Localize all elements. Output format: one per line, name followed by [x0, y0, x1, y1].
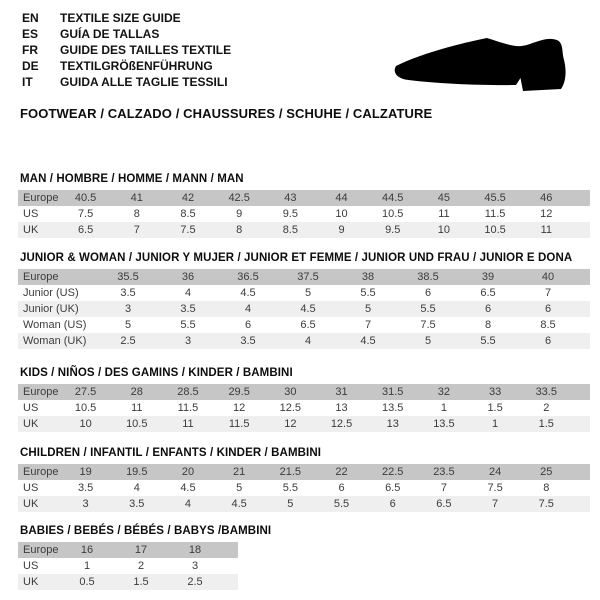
size-cell: 24: [488, 466, 502, 478]
size-cell: 40.5: [74, 192, 97, 204]
size-cell: 11.5: [177, 402, 199, 414]
language-label: GUIDE DES TAILLES TEXTILE: [60, 43, 232, 57]
size-cell: 13.5: [433, 418, 455, 430]
size-cell: 9: [338, 224, 345, 236]
size-cell: 6: [544, 303, 552, 315]
size-cell: 11: [438, 208, 450, 220]
size-cell: 5: [304, 287, 312, 299]
table-title: CHILDREN / INFANTIL / ENFANTS / KINDER / BAMBINI: [20, 447, 322, 459]
row-label: US: [23, 208, 39, 220]
language-code: FR: [22, 43, 38, 57]
size-cell: 12.5: [330, 418, 353, 430]
size-cell: 5.5: [480, 335, 496, 347]
size-cell: 7: [492, 498, 499, 510]
size-cell: 42: [181, 192, 195, 204]
size-cell: 39: [481, 271, 495, 283]
size-table: [18, 542, 238, 590]
size-table: [18, 464, 590, 512]
size-cell: 6: [484, 303, 492, 315]
size-table-section: [18, 446, 590, 512]
row-label: Junior (US): [23, 287, 79, 299]
size-cell: 0.5: [79, 576, 95, 588]
size-cell: 29.5: [228, 386, 250, 398]
table-header-row: [18, 464, 590, 480]
size-cell: 38: [361, 271, 375, 283]
size-cell: 10.5: [74, 402, 97, 414]
table-row: [18, 222, 590, 238]
table-row: [18, 301, 590, 317]
size-cell: 2: [137, 560, 145, 572]
size-cell: 37.5: [297, 271, 319, 283]
size-cell: 7.5: [77, 208, 94, 220]
table-header-row: [18, 542, 238, 558]
size-cell: 10: [437, 224, 451, 236]
table-row: [18, 574, 238, 590]
table-header-row: [18, 384, 590, 400]
size-cell: 45: [437, 192, 451, 204]
row-label: Europe: [23, 386, 59, 398]
size-cell: 3: [124, 303, 132, 315]
size-cell: 31.5: [382, 386, 404, 398]
size-cell: 3.5: [129, 498, 145, 510]
size-cell: 3: [191, 560, 199, 572]
size-cell: 7.5: [180, 224, 196, 236]
size-cell: 5: [424, 335, 432, 347]
language-row: [22, 74, 231, 90]
size-cell: 30: [284, 386, 297, 398]
row-label: US: [23, 560, 39, 572]
size-cell: 12.5: [279, 402, 302, 414]
language-label: TEXTILGRÖßENFÜHRUNG: [60, 59, 213, 73]
size-cell: 8.5: [540, 319, 556, 331]
size-cell: 27.5: [74, 386, 97, 398]
table-row: [18, 317, 590, 333]
row-label: Europe: [23, 192, 59, 204]
size-cell: 4: [304, 335, 312, 347]
size-cell: 10.5: [126, 418, 148, 430]
size-cell: 21: [233, 466, 246, 478]
size-cell: 32: [437, 386, 451, 398]
size-cell: 23.5: [433, 466, 455, 478]
row-label: Europe: [23, 271, 59, 283]
table-title: BABIES / BEBÉS / BÉBÉS / BABYS /BAMBINI: [20, 525, 272, 537]
size-cell: 31: [335, 386, 348, 398]
size-cell: 3: [184, 335, 192, 347]
size-cell: 6: [424, 287, 432, 299]
size-cell: 8: [484, 319, 492, 331]
size-cell: 1: [83, 560, 91, 572]
size-cell: 5: [124, 319, 132, 331]
language-list: [22, 10, 231, 90]
size-cell: 13: [386, 418, 399, 430]
row-label: UK: [23, 418, 39, 430]
size-cell: 7: [544, 287, 552, 299]
size-table-section: [18, 251, 590, 349]
size-cell: 22.5: [382, 466, 404, 478]
size-cell: 12: [284, 418, 297, 430]
size-cell: 25: [540, 466, 553, 478]
row-label: UK: [23, 576, 39, 588]
size-cell: 5.5: [180, 319, 196, 331]
size-cell: 4: [184, 287, 192, 299]
size-cell: 6: [389, 498, 396, 510]
size-cell: 12: [233, 402, 246, 414]
size-cell: 6: [338, 482, 345, 494]
row-label: Woman (US): [23, 319, 87, 331]
size-cell: 5.5: [360, 287, 376, 299]
size-cell: 6: [544, 335, 552, 347]
size-cell: 10.5: [484, 224, 506, 236]
size-cell: 17: [134, 544, 148, 556]
table-title: KIDS / NIÑOS / DES GAMINS / KINDER / BAMBINI: [20, 367, 293, 379]
size-cell: 40: [541, 271, 555, 283]
size-cell: 11: [131, 402, 143, 414]
size-cell: 9: [236, 208, 243, 220]
size-cell: 22: [335, 466, 348, 478]
table-row: [18, 400, 590, 416]
shoe-icon: [392, 34, 570, 100]
size-table: [18, 269, 590, 349]
language-label: GUIDA ALLE TAGLIE TESSILI: [60, 75, 228, 89]
size-cell: 2.5: [120, 335, 136, 347]
row-label: US: [23, 482, 39, 494]
size-cell: 1: [440, 402, 447, 414]
row-label: Europe: [23, 544, 59, 556]
table-row: [18, 285, 590, 301]
language-code: ES: [22, 27, 39, 41]
size-table: [18, 384, 590, 432]
size-cell: 3: [82, 498, 89, 510]
size-cell: 7: [364, 319, 372, 331]
category-title: FOOTWEAR / CALZADO / CHAUSSURES / SCHUHE / CALZATURE: [20, 106, 433, 121]
language-row: [22, 58, 231, 74]
size-cell: 45.5: [484, 192, 506, 204]
size-cell: 10.5: [382, 208, 404, 220]
size-cell: 35.5: [117, 271, 139, 283]
table-title: MAN / HOMBRE / HOMME / MANN / MAN: [20, 173, 244, 185]
language-label: TEXTILE SIZE GUIDE: [60, 11, 181, 25]
size-cell: 6: [244, 319, 252, 331]
size-cell: 11: [182, 418, 194, 430]
row-label: UK: [23, 224, 39, 236]
size-cell: 1.5: [133, 576, 149, 588]
size-cell: 2: [543, 402, 550, 414]
language-code: IT: [22, 75, 33, 89]
language-code: DE: [22, 59, 39, 73]
size-cell: 3.5: [77, 482, 94, 494]
size-cell: 6.5: [77, 224, 94, 236]
table-row: [18, 558, 238, 574]
size-cell: 8: [236, 224, 243, 236]
size-cell: 44: [335, 192, 348, 204]
size-cell: 10: [79, 418, 92, 430]
size-cell: 4.5: [231, 498, 247, 510]
size-cell: 36.5: [237, 271, 259, 283]
table-title: JUNIOR & WOMAN / JUNIOR Y MUJER / JUNIOR ET FEMME / JUNIOR UND FRAU / JUNIOR E DONA: [20, 252, 573, 264]
size-cell: 43: [284, 192, 297, 204]
size-cell: 20: [181, 466, 195, 478]
table-row: [18, 496, 590, 512]
table-row: [18, 206, 590, 222]
row-label: US: [23, 402, 39, 414]
language-label: GUÍA DE TALLAS: [60, 27, 160, 41]
size-table-section: [18, 172, 590, 238]
size-cell: 5.5: [282, 482, 298, 494]
row-label: Europe: [23, 466, 59, 478]
row-label: UK: [23, 498, 39, 510]
size-cell: 8.5: [282, 224, 298, 236]
size-cell: 28: [130, 386, 143, 398]
size-cell: 4: [244, 303, 252, 315]
size-cell: 1.5: [487, 402, 503, 414]
row-label: Woman (UK): [23, 335, 87, 347]
table-row: [18, 333, 590, 349]
size-cell: 9.5: [282, 208, 298, 220]
size-cell: 13: [335, 402, 348, 414]
size-cell: 1.5: [538, 418, 554, 430]
size-cell: 6.5: [300, 319, 316, 331]
size-cell: 4.5: [240, 287, 256, 299]
size-cell: 46: [540, 192, 553, 204]
size-cell: 8.5: [180, 208, 196, 220]
size-cell: 3.5: [180, 303, 196, 315]
size-cell: 36: [181, 271, 195, 283]
size-cell: 2.5: [187, 576, 203, 588]
size-cell: 7.5: [420, 319, 436, 331]
size-cell: 28.5: [177, 386, 199, 398]
size-cell: 8: [543, 482, 550, 494]
table-header-row: [18, 190, 590, 206]
table-header-row: [18, 269, 590, 285]
size-cell: 38.5: [417, 271, 439, 283]
table-row: [18, 416, 590, 432]
size-cell: 9.5: [385, 224, 401, 236]
language-row: [22, 10, 231, 26]
size-cell: 6.5: [385, 482, 401, 494]
size-cell: 4: [133, 482, 140, 494]
size-cell: 41: [130, 192, 143, 204]
size-cell: 7.5: [538, 498, 554, 510]
size-cell: 11.5: [228, 418, 250, 430]
size-cell: 11: [540, 224, 552, 236]
size-cell: 4.5: [180, 482, 196, 494]
size-table-section: [18, 524, 272, 590]
size-cell: 5.5: [333, 498, 350, 510]
size-cell: 6.5: [436, 498, 452, 510]
size-cell: 7: [133, 224, 140, 236]
size-cell: 11.5: [484, 208, 506, 220]
size-cell: 10: [335, 208, 348, 220]
size-cell: 8: [133, 208, 140, 220]
row-label: Junior (UK): [23, 303, 79, 315]
size-cell: 5: [364, 303, 372, 315]
size-cell: 4.5: [300, 303, 316, 315]
size-cell: 13.5: [382, 402, 404, 414]
language-code: EN: [22, 11, 39, 25]
size-cell: 21.5: [279, 466, 302, 478]
size-cell: 5.5: [420, 303, 436, 315]
size-table-section: [18, 366, 590, 432]
size-cell: 18: [188, 544, 202, 556]
size-cell: 7.5: [487, 482, 503, 494]
size-cell: 44.5: [382, 192, 404, 204]
size-cell: 42.5: [228, 192, 250, 204]
size-cell: 4: [184, 498, 192, 510]
size-cell: 3.5: [120, 287, 136, 299]
table-row: [18, 480, 590, 496]
size-cell: 3.5: [240, 335, 256, 347]
size-cell: 33: [488, 386, 502, 398]
size-cell: 7: [440, 482, 447, 494]
size-cell: 5: [287, 498, 294, 510]
size-cell: 16: [80, 544, 94, 556]
size-cell: 4.5: [360, 335, 376, 347]
size-cell: 12: [540, 208, 553, 220]
size-table: [18, 190, 590, 238]
size-cell: 19.5: [126, 466, 148, 478]
size-cell: 19: [79, 466, 92, 478]
size-cell: 1: [492, 418, 499, 430]
language-row: [22, 26, 231, 42]
language-row: [22, 42, 231, 58]
size-cell: 6.5: [480, 287, 496, 299]
size-cell: 33.5: [535, 386, 557, 398]
size-cell: 5: [236, 482, 243, 494]
